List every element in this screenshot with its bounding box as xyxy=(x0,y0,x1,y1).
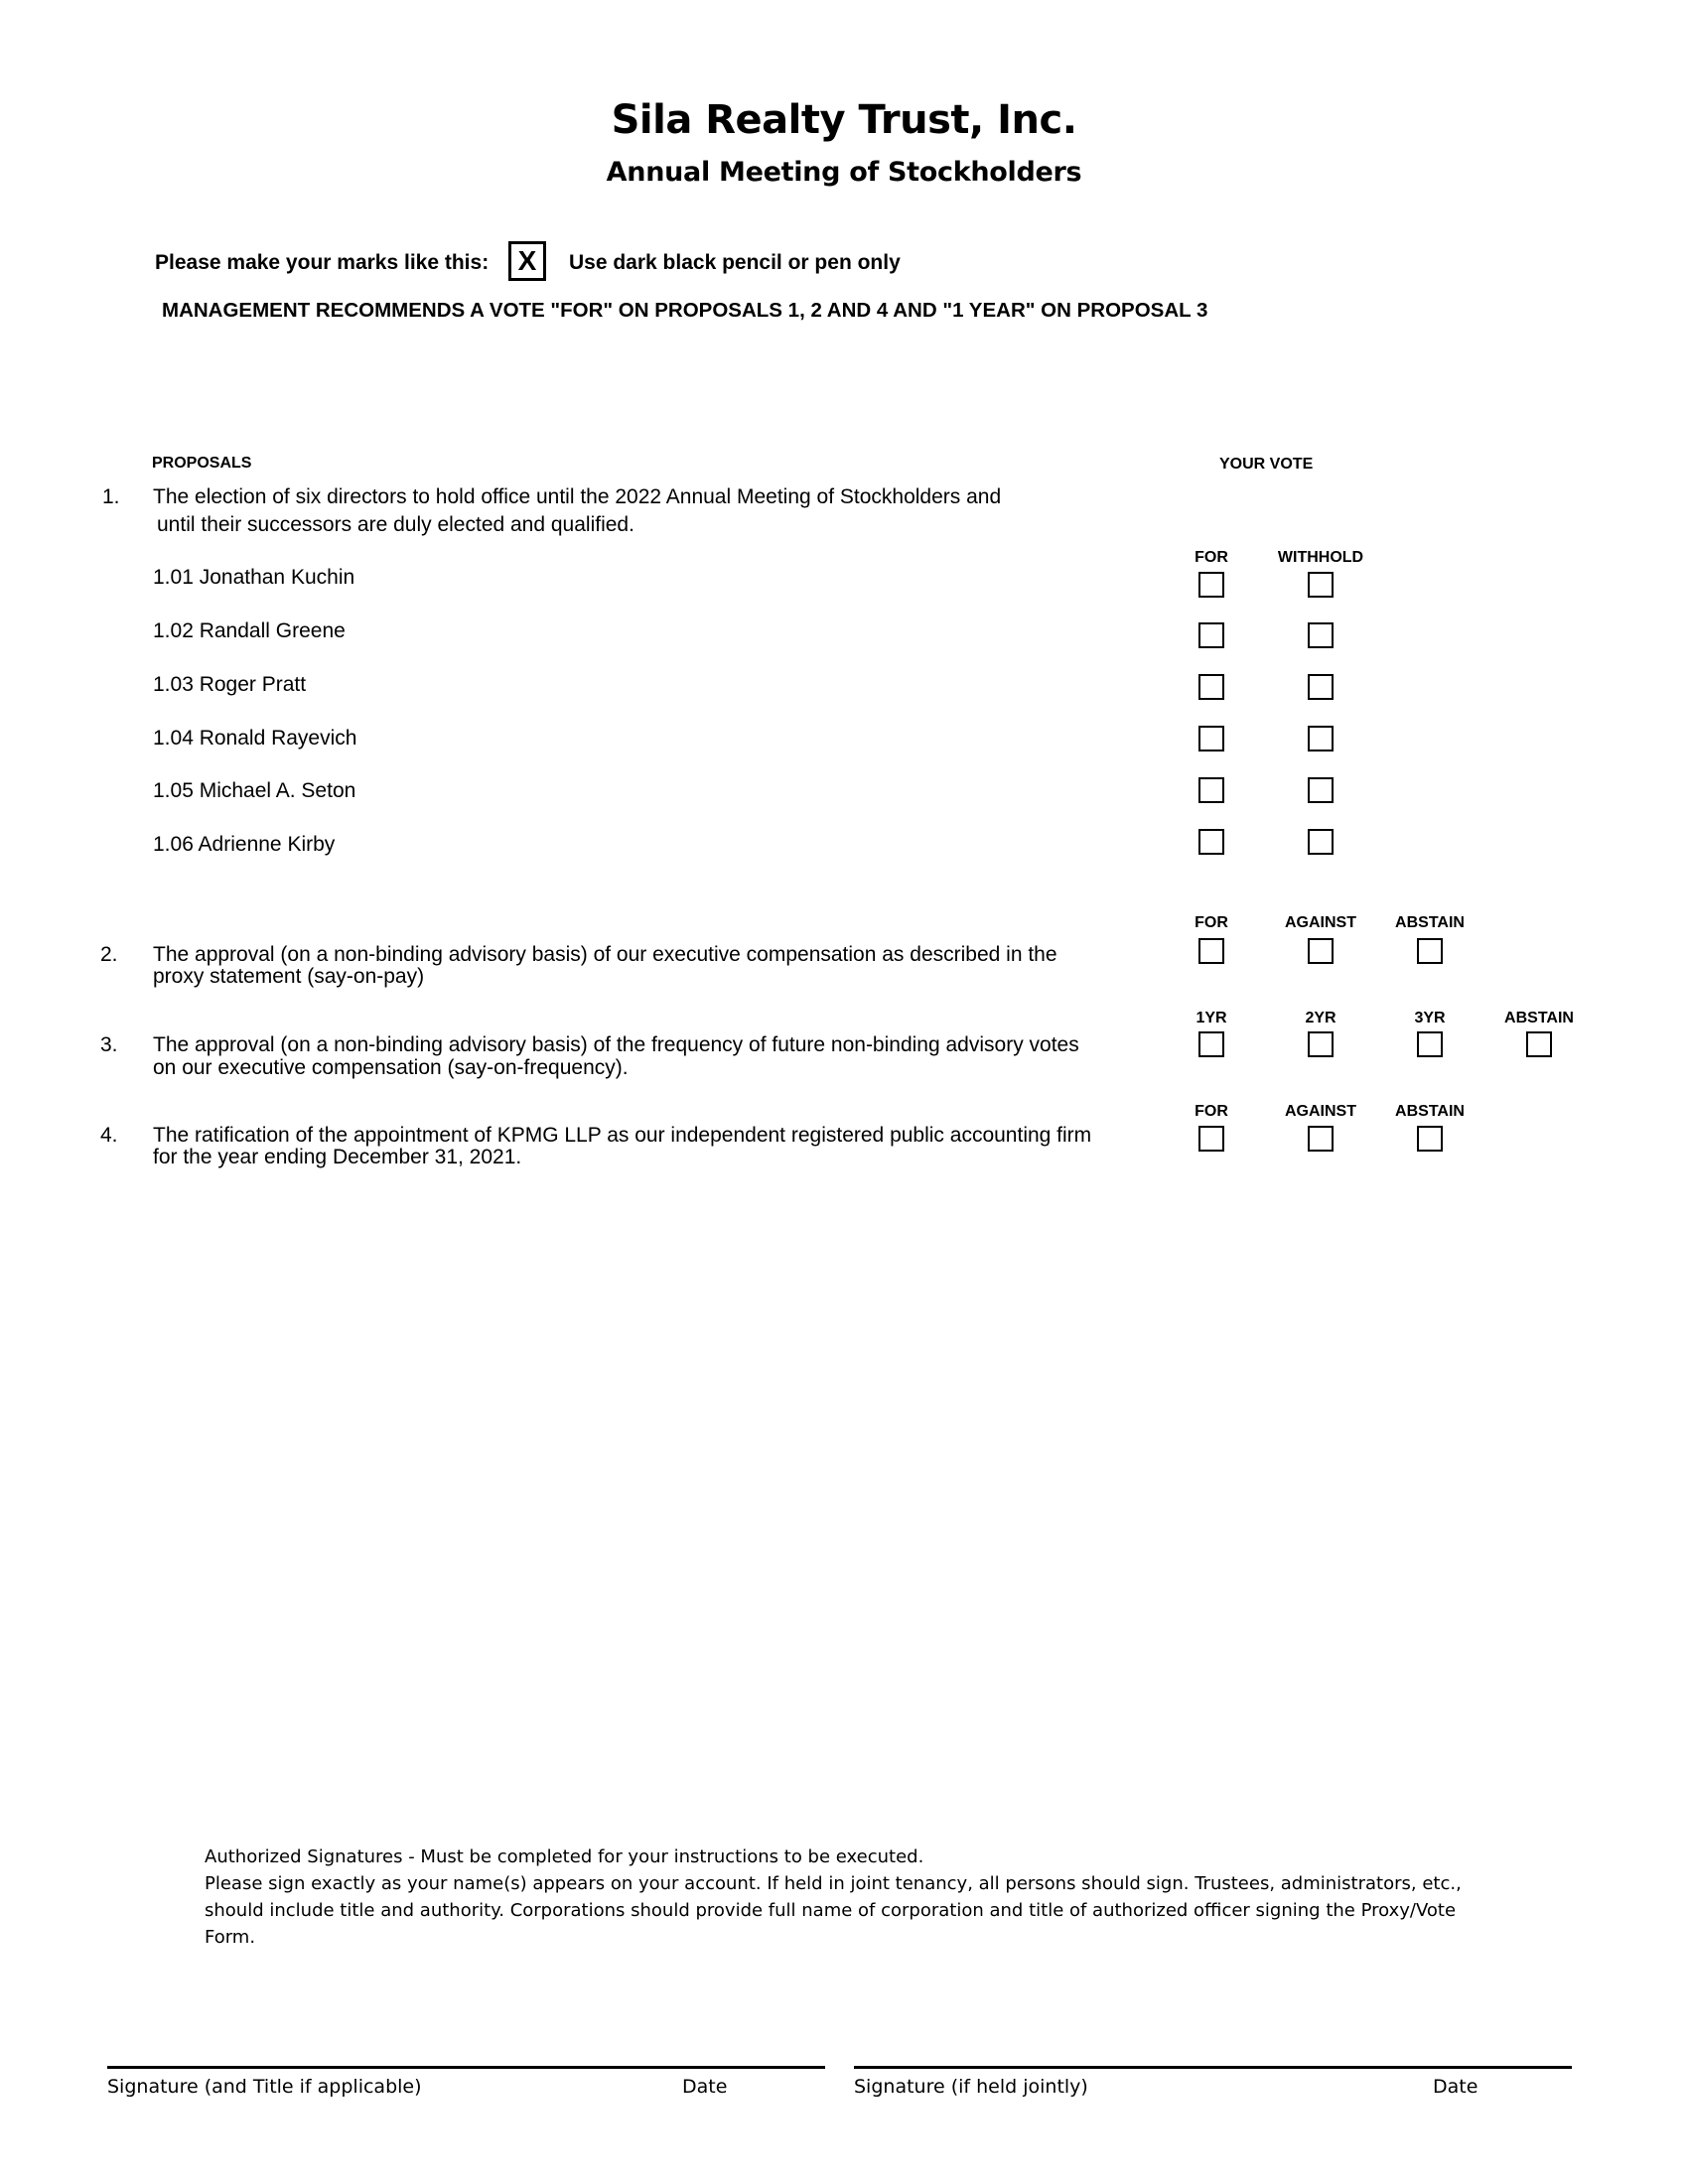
nominee-4-for-checkbox[interactable] xyxy=(1198,726,1224,751)
proposal-3-abstain-checkbox[interactable] xyxy=(1526,1031,1552,1057)
proposal-4-text-line2: for the year ending December 31, 2021. xyxy=(153,1146,522,1168)
nominee-6-withhold-checkbox[interactable] xyxy=(1308,829,1334,855)
proposal-3-1yr-checkbox[interactable] xyxy=(1198,1031,1224,1057)
proposal-2-for-checkbox[interactable] xyxy=(1198,938,1224,964)
proposal-3-option-3yr: 3YR xyxy=(1414,1010,1446,1026)
your-vote-header: YOUR VOTE xyxy=(1219,456,1314,473)
proposal-4-option-abstain: ABSTAIN xyxy=(1395,1103,1465,1120)
proposal-4-option-against: AGAINST xyxy=(1285,1103,1356,1120)
proposal-2-against-checkbox[interactable] xyxy=(1308,938,1334,964)
signature-2-label: Signature (if held jointly) xyxy=(854,2076,1088,2098)
proposal-3-number: 3. xyxy=(100,1033,118,1056)
proposal-1-option-for: FOR xyxy=(1195,549,1228,566)
proposal-2-number: 2. xyxy=(100,943,118,966)
proposal-2-option-for: FOR xyxy=(1195,914,1228,931)
proposal-2-text-line2: proxy statement (say-on-pay) xyxy=(153,965,425,988)
page-subtitle: Annual Meeting of Stockholders xyxy=(606,157,1082,188)
date-2-label: Date xyxy=(1433,2076,1478,2098)
nominee-3-for-checkbox[interactable] xyxy=(1198,674,1224,700)
proposal-1-text-line2: until their successors are duly elected and qualified. xyxy=(157,513,634,536)
proposal-3-text-line2: on our executive compensation (say-on-frequency). xyxy=(153,1056,629,1079)
mark-instruction-prefix: Please make your marks like this: xyxy=(155,251,490,274)
nominee-label: 1.01 Jonathan Kuchin xyxy=(153,566,355,589)
authorized-signatures-heading: Authorized Signatures - Must be completed for your instructions to be executed. xyxy=(205,1846,924,1867)
nominee-label: 1.03 Roger Pratt xyxy=(153,673,307,696)
nominee-2-for-checkbox[interactable] xyxy=(1198,622,1224,648)
signing-instructions: Please sign exactly as your name(s) appears on your account. If held in joint tenancy, all persons should sign. Trustees, administrators, etc., should include title and authority. Corporations should provide full name of corporation and title of authorized officer signing the Proxy/Vote Form. xyxy=(205,1873,1462,1948)
proposal-3-2yr-checkbox[interactable] xyxy=(1308,1031,1334,1057)
nominee-label: 1.05 Michael A. Seton xyxy=(153,779,356,802)
proposal-1-number: 1. xyxy=(102,485,120,508)
management-recommendation: MANAGEMENT RECOMMENDS A VOTE "FOR" ON PROPOSALS 1, 2 AND 4 AND "1 YEAR" ON PROPOSAL 3 xyxy=(162,299,1208,322)
proposal-1-option-withhold: WITHHOLD xyxy=(1277,549,1364,566)
mark-example: X xyxy=(517,245,537,276)
signature-1-label: Signature (and Title if applicable) xyxy=(107,2076,422,2098)
proposal-4-against-checkbox[interactable] xyxy=(1308,1126,1334,1152)
mark-instruction-suffix: Use dark black pencil or pen only xyxy=(569,251,901,274)
proposal-3-text-line1: The approval (on a non-binding advisory basis) of the frequency of future non-binding advisory votes xyxy=(153,1033,1079,1056)
mark-example-box xyxy=(508,241,546,281)
nominee-1-for-checkbox[interactable] xyxy=(1198,572,1224,598)
nominee-4-withhold-checkbox[interactable] xyxy=(1308,726,1334,751)
proposal-2-text-line1: The approval (on a non-binding advisory basis) of our executive compensation as described in the xyxy=(153,943,1057,966)
proposal-1-text-line1: The election of six directors to hold office until the 2022 Annual Meeting of Stockholders and xyxy=(153,485,1002,508)
proposal-3-3yr-checkbox[interactable] xyxy=(1417,1031,1443,1057)
proposal-3-option-1yr: 1YR xyxy=(1196,1010,1227,1026)
proposal-2-abstain-checkbox[interactable] xyxy=(1417,938,1443,964)
nominee-label: 1.04 Ronald Rayevich xyxy=(153,727,357,750)
proposal-3-option-abstain: ABSTAIN xyxy=(1504,1010,1574,1026)
nominee-3-withhold-checkbox[interactable] xyxy=(1308,674,1334,700)
date-1-label: Date xyxy=(682,2076,728,2098)
signature-line-1[interactable] xyxy=(107,2066,825,2069)
nominee-label: 1.06 Adrienne Kirby xyxy=(153,833,336,856)
signature-line-2[interactable] xyxy=(854,2066,1572,2069)
nominee-6-for-checkbox[interactable] xyxy=(1198,829,1224,855)
proposal-4-number: 4. xyxy=(100,1124,118,1147)
proposal-2-option-against: AGAINST xyxy=(1285,914,1356,931)
proposal-4-abstain-checkbox[interactable] xyxy=(1417,1126,1443,1152)
nominee-2-withhold-checkbox[interactable] xyxy=(1308,622,1334,648)
nominee-label: 1.02 Randall Greene xyxy=(153,619,346,642)
proposal-4-text-line1: The ratification of the appointment of KPMG LLP as our independent registered public accounting firm xyxy=(153,1124,1092,1147)
page-title: Sila Realty Trust, Inc. xyxy=(611,97,1077,143)
proposal-4-for-checkbox[interactable] xyxy=(1198,1126,1224,1152)
proposals-header: PROPOSALS xyxy=(152,455,252,472)
nominee-5-for-checkbox[interactable] xyxy=(1198,777,1224,803)
proposal-4-option-for: FOR xyxy=(1195,1103,1228,1120)
nominee-1-withhold-checkbox[interactable] xyxy=(1308,572,1334,598)
proposal-3-option-2yr: 2YR xyxy=(1305,1010,1336,1026)
proposal-2-option-abstain: ABSTAIN xyxy=(1395,914,1465,931)
nominee-5-withhold-checkbox[interactable] xyxy=(1308,777,1334,803)
